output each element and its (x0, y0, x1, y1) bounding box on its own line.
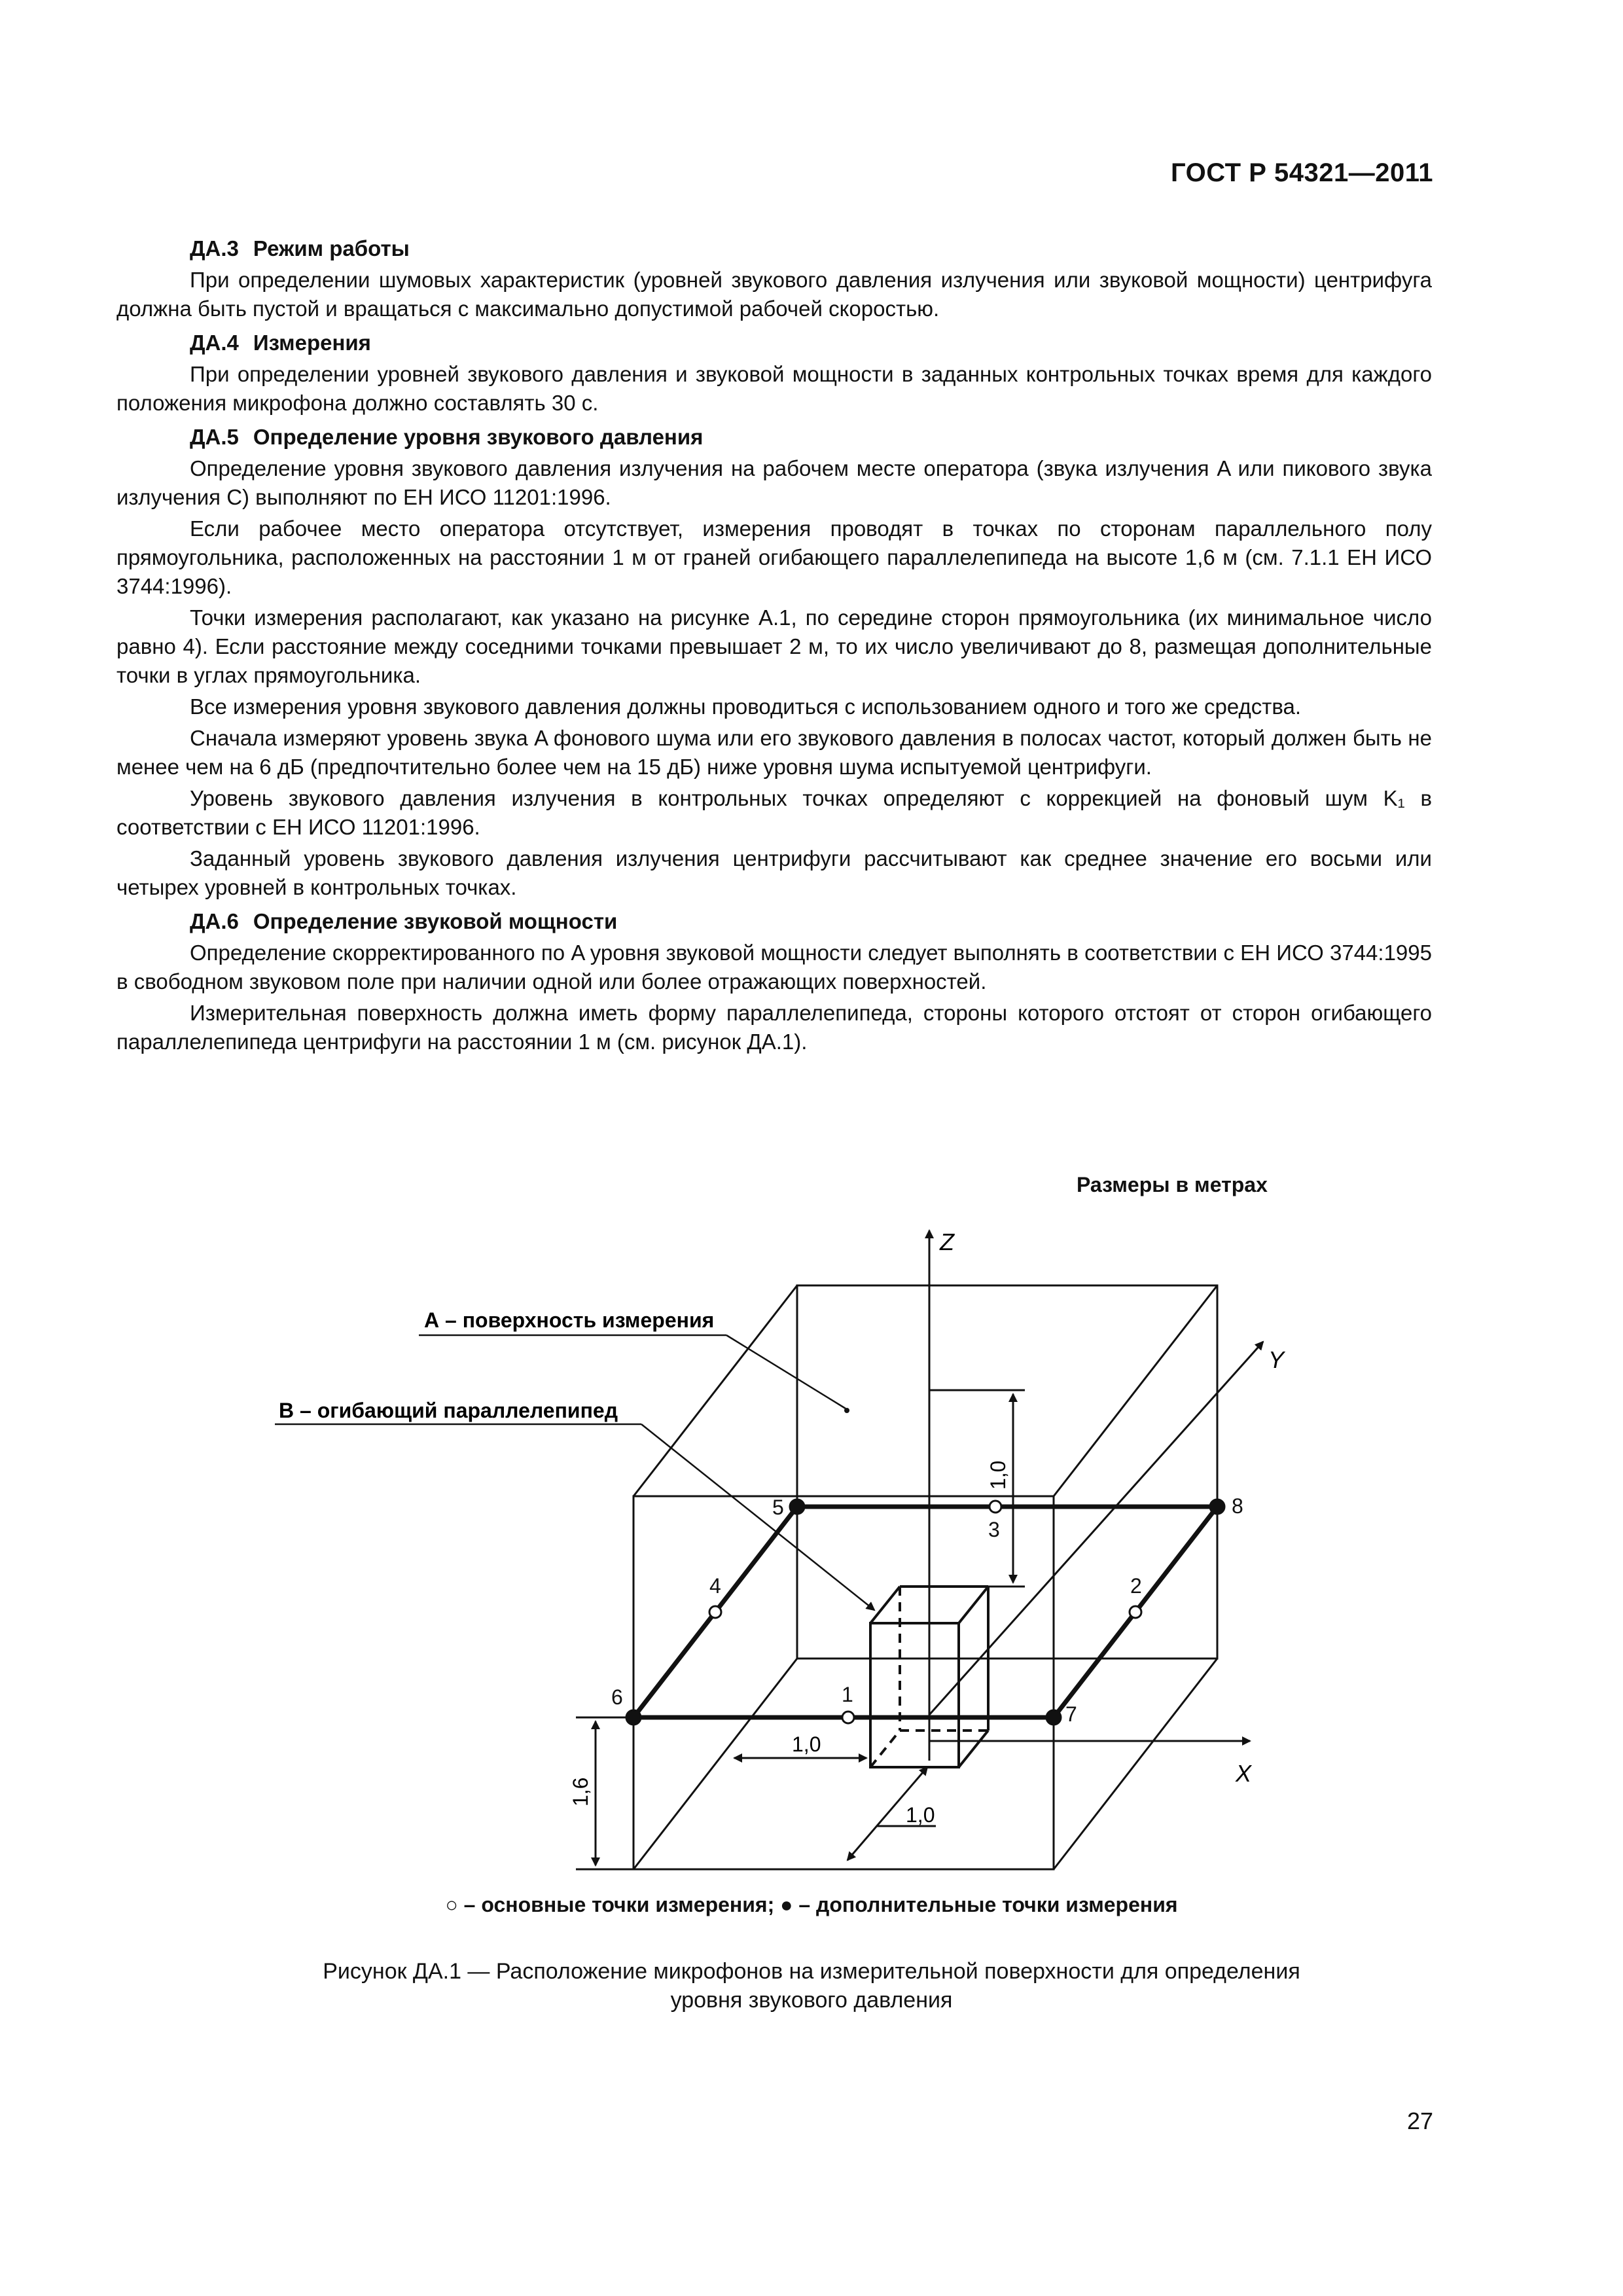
point-2-main (1130, 1606, 1141, 1618)
document-header: ГОСТ Р 54321—2011 (1171, 158, 1433, 187)
point-label-7: 7 (1065, 1702, 1077, 1726)
section-title: Определение звуковой мощности (253, 909, 618, 933)
paragraph: Определение уровня звукового давления излучения на рабочем месте оператора (звука излучения A или пикового звука излучения C) выполняют по ЕН ИСО 11201:1996. (116, 456, 1432, 509)
figure-caption (0, 1957, 1623, 2015)
point-label-4: 4 (709, 1574, 721, 1598)
point-8-extra (1210, 1499, 1224, 1514)
envelope-edge (959, 1587, 988, 1623)
paragraph: Заданный уровень звукового давления излучения центрифуги рассчитывают как среднее значение его восьми или четырех уровней в контрольных точках. (116, 846, 1432, 899)
point-1-main (842, 1712, 854, 1723)
edge (1054, 1285, 1217, 1496)
figure-legend: ○ – основные точки измерения; ● – дополнительные точки измерения (445, 1893, 1178, 1916)
leader-dot (844, 1408, 849, 1413)
section-number: ДА.5 (190, 425, 239, 449)
paragraph: Определение скорректированного по A уровня звуковой мощности следует выполнять в соответствии с ЕН ИСО 3744:1995 в свободном звуковом поле при наличии одной или более отражающих поверхностей. (116, 941, 1432, 994)
measurement-points (626, 1499, 1224, 1725)
dimension-x-label: 1,0 (792, 1732, 821, 1756)
dimension-height-label: 1,6 (569, 1777, 592, 1806)
paragraph: Измерительная поверхность должна иметь форму параллелепипеда, стороны которого отстоят от сторон огибающего параллелепипеда центрифуги на расстоянии 1 м (см. рисунок ДА.1). (116, 1001, 1432, 1054)
envelope-hidden-edge (870, 1731, 900, 1767)
dimension-top-label: 1,0 (986, 1460, 1010, 1490)
axis-z-label: Z (940, 1229, 954, 1255)
section-number: ДА.4 (190, 331, 239, 355)
section-number: ДА.6 (190, 909, 239, 933)
point-label-2: 2 (1130, 1574, 1142, 1598)
section-number: ДА.3 (190, 236, 239, 260)
dimensions-note: Размеры в метрах (1077, 1173, 1268, 1196)
label-b-leader (275, 1424, 874, 1610)
paragraph: Сначала измеряют уровень звука A фонового шума или его звукового давления в полосах частот, который должен быть не менее чем на 6 дБ (предпочтительно более чем на 15 дБ) ниже уровня шума испытуемой центрифуги. (116, 726, 1432, 779)
paragraph: При определении шумовых характеристик (уровней звукового давления излучения или звуковой мощности) центрифуга должна быть пустой и вращаться с максимально допустимой рабочей скоростью. (116, 268, 1432, 321)
label-a-leader (419, 1335, 846, 1408)
axis-x-label: X (1236, 1760, 1252, 1787)
point-3-main (990, 1501, 1001, 1513)
section-title: Режим работы (253, 236, 410, 260)
point-4-main (709, 1606, 721, 1618)
paragraph: Уровень звукового давления излучения в контрольных точках определяют с коррекцией на фоновый шум K₁ в соответствии с ЕН ИСО 11201:1996. (116, 786, 1432, 839)
point-5-extra (790, 1499, 804, 1514)
point-label-8: 8 (1232, 1494, 1243, 1518)
page-number: 27 (1406, 2108, 1433, 2134)
paragraph: При определении уровней звукового давления и звуковой мощности в заданных контрольных точках время для каждого положения микрофона должно составлять 30 с. (116, 362, 1432, 415)
section-title: Определение уровня звукового давления (253, 425, 704, 449)
point-7-extra (1046, 1710, 1061, 1725)
caption-line-2: уровня звукового давления (670, 1988, 953, 2013)
point-label-1: 1 (842, 1683, 853, 1706)
paragraph: Все измерения уровня звукового давления должны проводиться с использованием одного и того же средства. (190, 694, 1302, 719)
dimension-front-label: 1,0 (906, 1803, 935, 1827)
envelope-front (870, 1623, 959, 1767)
edge (633, 1659, 797, 1869)
axis-y-label: Y (1268, 1346, 1285, 1373)
point-label-6: 6 (611, 1685, 623, 1709)
point-label-3: 3 (988, 1518, 1000, 1541)
paragraph: Если рабочее место оператора отсутствует, измерения проводят в точках по сторонам параллельного полу прямоугольника, расположенных на расстоянии 1 м от граней огибающего параллелепипеда на высоте 1,6 м (см. 7.1.1 ЕН ИСО 3744:1996). (116, 516, 1432, 598)
paragraph: Точки измерения располагают, как указано на рисунке А.1, по середине сторон прямоугольника (их минимальное число равно 4). Если расстояние между соседними точками превышает 2 м, то их число увеличивают до 8, размещая дополнительные точки в углах прямоугольника. (116, 605, 1432, 687)
label-a: А – поверхность измерения (424, 1308, 715, 1332)
caption-line-1: Рисунок ДА.1 — Расположение микрофонов на измерительной поверхности для определения (323, 1959, 1300, 1984)
point-label-5: 5 (772, 1496, 784, 1519)
section-title: Измерения (253, 331, 371, 355)
envelope-edge (959, 1731, 988, 1767)
label-b: В – огибающий параллелепипед (279, 1399, 618, 1422)
envelope-edge (870, 1587, 900, 1623)
point-labels (611, 1494, 1243, 1726)
edge (1054, 1659, 1217, 1869)
dimension-top (929, 1390, 1025, 1587)
